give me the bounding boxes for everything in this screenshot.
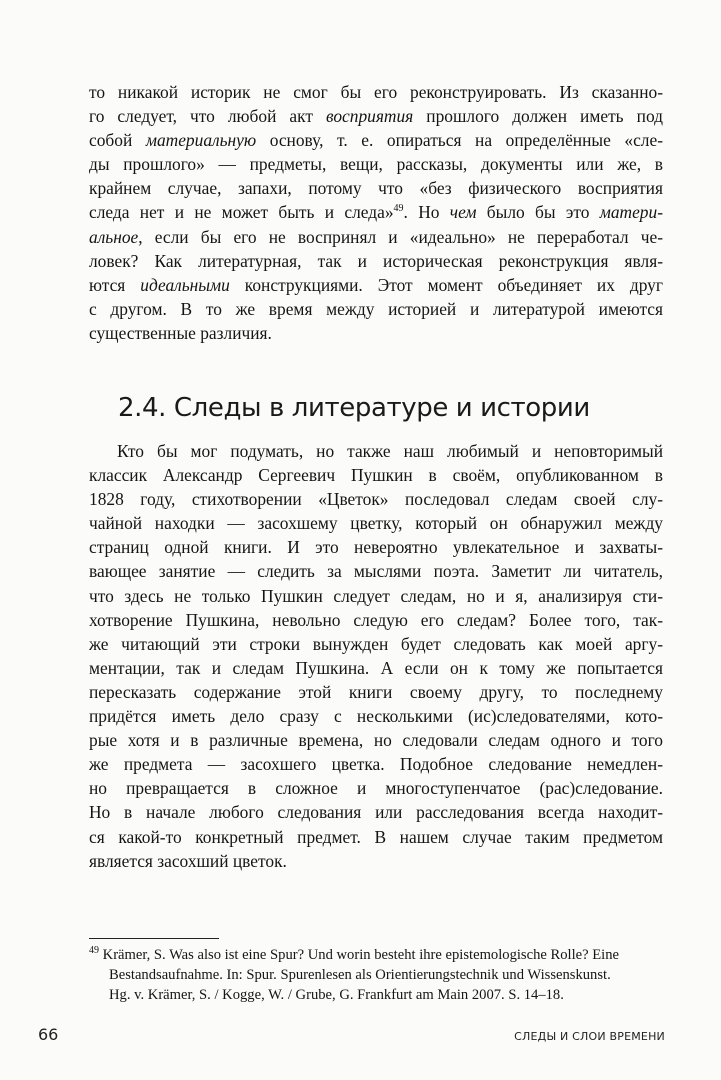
text-line: придётся иметь дело сразу с несколькими (ис)следователями, кото- xyxy=(89,706,663,727)
footnote-divider xyxy=(89,938,219,939)
emphasis: чем xyxy=(449,202,477,223)
text-line: же предмета — засохшего цветка. Подобное следование немедлен- xyxy=(89,754,663,775)
emphasis: идеальными xyxy=(140,274,230,295)
text-line: собой материальную основу, т. е. опираться на определённые «сле- xyxy=(89,130,663,151)
text-line: рые хотя и в различные времена, но следовали следам одного и того xyxy=(89,730,663,751)
text-line: ды прошлого» — предметы, вещи, рассказы, документы или же, в xyxy=(89,154,663,175)
text-line: с другом. В то же время между историей и литературой имеются xyxy=(89,298,663,319)
footnote-reference[interactable]: 49 xyxy=(393,203,404,215)
running-title: СЛЕДЫ И СЛОИ ВРЕМЕНИ xyxy=(514,1030,665,1043)
page-number: 66 xyxy=(38,1025,59,1044)
text-line: ловек? Как литературная, так и историческая реконструкция явля- xyxy=(89,250,663,271)
text-line: следа нет и не может быть и следа»$^{49}$. Но чем было бы это матери- xyxy=(89,202,663,223)
text-line: Кто бы мог подумать, но также наш любимый и неповторимый xyxy=(117,441,663,461)
footnote-line: Hg. v. Krämer, S. / Kogge, W. / Grube, G. Frankfurt am Main 2007. S. 14–18. xyxy=(109,987,564,1003)
section-heading: 2.4. Следы в литературе и истории xyxy=(118,393,590,423)
text-line: вающее занятие — следить за мыслями поэта. Заметит ли читатель, xyxy=(89,561,663,582)
text-line: альное, если бы его не воспринял и «идеально» не переработал че- xyxy=(89,226,663,247)
text-line: ются идеальными конструкциями. Этот момент объединяет их друг xyxy=(89,274,663,295)
text-line: крайнем случае, запахи, потому что «без физического восприятия xyxy=(89,178,663,199)
text-line: Но в начале любого следования или расследования всегда находит- xyxy=(89,802,663,823)
emphasis: матери- xyxy=(599,202,663,223)
text-line: что здесь не только Пушкин следует следам, но и я, анализируя сти- xyxy=(89,585,663,606)
text-line: го следует, что любой акт восприятия прошлого должен иметь под xyxy=(89,106,663,127)
text-line: же читающий эти строки вынужден будет следовать как моей аргу- xyxy=(89,633,663,654)
text-line: классик Александр Сергеевич Пушкин в своём, опубликованном в xyxy=(89,465,663,486)
emphasis: альное xyxy=(89,226,139,247)
emphasis: восприятия xyxy=(326,106,414,127)
section-text xyxy=(89,439,663,873)
text-line: ся какой-то конкретный предмет. В нашем случае таким предметом xyxy=(89,826,663,847)
text-line: ментации, так и следам Пушкина. А если он к тому же попытается xyxy=(89,657,663,678)
main-text xyxy=(89,80,663,345)
text-line: является засохший цветок. xyxy=(89,850,287,871)
text-line: страниц одной книги. И это невероятно увлекательное и захваты- xyxy=(89,537,663,558)
footnote-number: 49 xyxy=(89,945,99,957)
text-line: чайной находки — засохшему цветку, который он обнаружил между xyxy=(89,513,663,534)
text-line: 1828 году, стихотворении «Цветок» последовал следам своей слу- xyxy=(89,489,663,510)
paragraph-2 xyxy=(89,439,663,873)
text-line: существенные различия. xyxy=(89,322,272,343)
text-line: пересказать содержание этой книги своему другу, то последнему xyxy=(89,681,663,702)
text-line: то никакой историк не смог бы его реконструировать. Из сказанно- xyxy=(89,82,663,102)
footnote-line: $^{49}$ Krämer, S. Was also ist eine Spur? Und worin besteht ihre epistemologische Rolle? Eine xyxy=(89,945,619,963)
emphasis: материальную xyxy=(145,130,257,151)
paragraph-1 xyxy=(89,80,663,345)
footnote-line: Bestandsaufnahme. In: Spur. Spurenlesen als Orientierungstechnik und Wissenskunst. xyxy=(109,967,611,983)
footnote xyxy=(89,945,667,1005)
text-line: хотворение Пушкина, невольно следую его следам? Более того, так- xyxy=(89,609,663,630)
text-line: но превращается в сложное и многоступенчатое (рас)следование. xyxy=(89,778,663,799)
